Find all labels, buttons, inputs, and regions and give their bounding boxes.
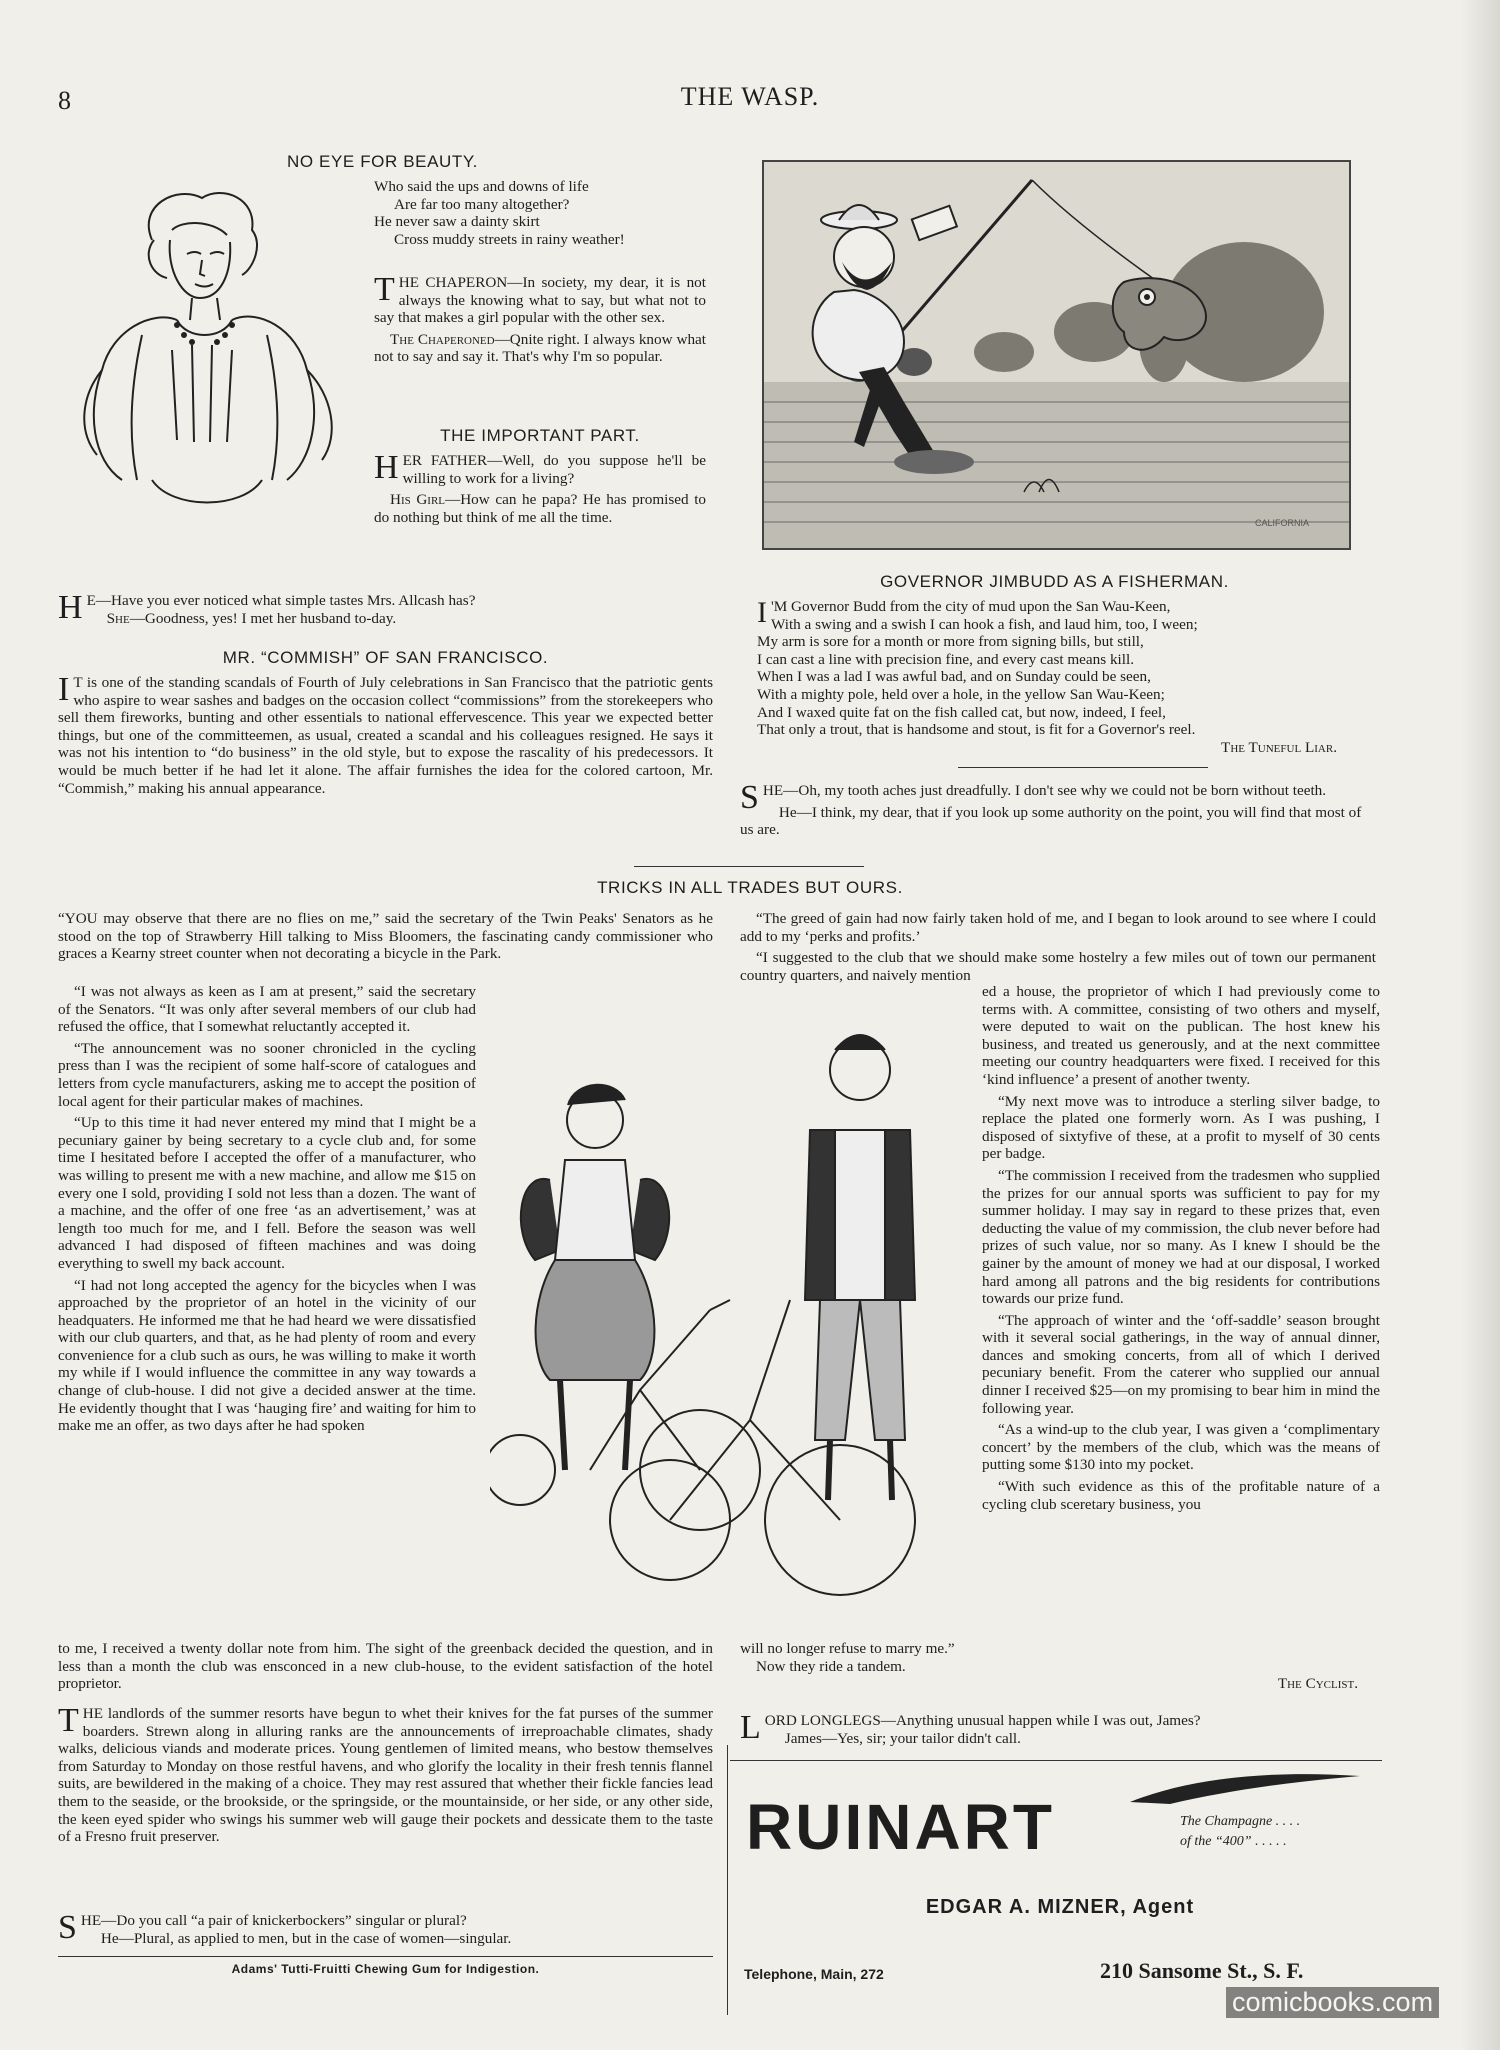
- governor-signature: The Tuneful Liar.: [1221, 738, 1337, 756]
- chaperon-text: —In society, my dear, it is not always the knowing what to say, but what not to say that makes a girl popular with the other sex.: [374, 274, 706, 327]
- page-number: 8: [58, 86, 71, 115]
- cyclists-illustration: [490, 1000, 980, 1630]
- tricks-paragraph: “The approach of winter and the ‘off-saddle’ season brought with it several social gatherings, in the way of annual dinner, dances and smoking concerts, from all of which I derived pecuniary benefit. From the caterer who supplied our annual dinner I received $25—on my promising to bear him in mind the following year.: [982, 1311, 1380, 1417]
- chaperoned-text: —Qnite right. I always know what not to say and say it. That's why I'm so popular.: [374, 330, 706, 366]
- tricks-left-intro: [58, 910, 713, 967]
- drop-cap: I: [58, 671, 70, 708]
- commish-title: MR. “COMMISH” OF SAN FRANCISCO.: [222, 648, 549, 667]
- divider: [634, 866, 864, 867]
- tricks-right-tail: [740, 1640, 1376, 1697]
- poem-line: My arm is sore for a month or more from signing bills, but still,: [757, 633, 1144, 651]
- tooth-she-text: HE—Oh, my tooth aches just dreadfully. I don't see why we could not be born without teeth.: [762, 782, 1327, 799]
- tricks-paragraph: “I had not long accepted the agency for the bicycles when I was approached by the proprietor of an hotel in the vicinity of our headquaters. He informed me that he had heard we were dissatisfied with our club quarters, and that, as he had plenty of room and every convenience for a club such as ours, he was willing to make it worth my while if I would influence the committee in any way towards a change of club-house. I did not give a decided answer at the time. He evidently thought that I was ‘hauging fire’ and waiting for him to make me an offer, as two days after he had spoken: [58, 1276, 476, 1435]
- landlords-article: [58, 1702, 713, 1850]
- allcash-joke: [58, 589, 713, 631]
- girl-label: His Girl: [390, 491, 446, 509]
- poem-line: Are far too many altogether?: [394, 195, 570, 213]
- tricks-paragraph: “As a wind-up to the club year, I was given a ‘complimentary concert’ by the members of the club, which was the means of putting some $130 into my pocket.: [982, 1421, 1380, 1474]
- chaperoned-label: The Chaperoned: [390, 330, 495, 348]
- ruinart-tagline-1: The Champagne . . . .: [1180, 1814, 1301, 1829]
- governor-fisherman-cartoon: [762, 160, 1351, 550]
- gum-advertisement: Adams' Tutti-Fruitti Chewing Gum for Indigestion.: [231, 1962, 540, 1976]
- tricks-paragraph: Now they ride a tandem.: [756, 1657, 906, 1675]
- poem-line: 'M Governor Budd from the city of mud upon the San Wau-Keen,: [771, 598, 1171, 615]
- poem-line: Who said the ups and downs of life: [374, 178, 589, 195]
- ruinart-address: 210 Sansome St., S. F.: [1100, 1958, 1304, 1983]
- tricks-paragraph: “My next move was to introduce a sterling silver badge, to replace the plated one formerly worn. As I was pushing, I disposed of sixtyfive of these, at a profit to myself of 30 cents per badge.: [982, 1092, 1380, 1163]
- tricks-paragraph: “I suggested to the club that we should make some hostelry a few miles out of town our permanent country quarters, and naively mention: [740, 949, 1376, 984]
- drop-cap: T: [374, 271, 395, 308]
- ruinart-tagline-2: of the “400” . . . . .: [1180, 1834, 1287, 1849]
- ruinart-phone: Telephone, Main, 272: [744, 1966, 884, 1982]
- tooth-he-text: He—I think, my dear, that if you look up some authority on the point, you will find that most of us are.: [740, 803, 1362, 839]
- poem-line: Cross muddy streets in rainy weather!: [394, 230, 625, 248]
- tricks-left-tail: [58, 1640, 713, 1697]
- allcash-she-label: She: [106, 609, 130, 627]
- allcash-he-text: E—Have you ever noticed what simple tastes Mrs. Allcash has?: [86, 592, 476, 609]
- drop-cap: H: [58, 589, 83, 626]
- ruinart-brand: RUINART: [746, 1791, 1055, 1863]
- divider: [958, 767, 1208, 768]
- ruinart-advertisement: [740, 1768, 1380, 2018]
- tricks-paragraph: “The greed of gain had now fairly taken hold of me, and I began to look around to see where I could add to my ‘perks and profits.’: [740, 910, 1376, 945]
- chaperon-label: HE CHAPERON: [398, 274, 508, 291]
- woman-sketch-illustration: [82, 180, 372, 555]
- commish-text: T is one of the standing scandals of Fourth of July celebrations in San Francisco that the patriotic gents who aspire to wear sashes and badges on the occasion collect “commissions” from the storekeepers who sell them fireworks, bunting and other essentials to national effervescence. This year we expected better things, but one of the committeemen, as usual, created a scandal and his colleagues resigned. He says it was not his intention to “do business” in the old style, but to expose the rascality of his predecessors. It would be much better if he had let it alone. The affair furnishes the idea for the colored cartoon, Mr. “Commish,” making his annual appearance.: [58, 674, 713, 797]
- tricks-signature: The Cyclist.: [1277, 1675, 1358, 1693]
- cartoon-drawing: [764, 162, 1349, 548]
- girl-text: —How can he papa? He has promised to do nothing but think of me all the time.: [374, 491, 707, 526]
- knickers-he-text: He—Plural, as applied to men, but in the case of women—singular.: [100, 1929, 512, 1947]
- poem-line: I can cast a line with precision fine, and every cast means kill.: [757, 650, 1135, 668]
- drop-cap: L: [740, 1709, 761, 1746]
- cartoon-artist-caption: CALIFORNIA: [1254, 518, 1309, 528]
- knickers-she-text: HE—Do you call “a pair of knickerbockers” singular or plural?: [80, 1912, 467, 1929]
- poem-line: With a swing and a swish I can hook a fish, and laud him, too, I ween;: [771, 615, 1198, 633]
- chaperon-joke: [374, 271, 706, 370]
- father-label: ER FATHER: [402, 452, 488, 469]
- drop-cap: S: [740, 779, 759, 816]
- no-eye-title: NO EYE FOR BEAUTY.: [287, 152, 478, 171]
- divider: [730, 1760, 1382, 1761]
- tricks-right-intro: [740, 910, 1376, 984]
- tricks-paragraph: “The commission I received from the tradesmen who supplied the prizes for our annual sports was sufficient to pay for my summer holiday. I may say in regard to these prizes that, even deducting the value of my commission, the club never before had prizes of such value, nor so many. As I knew I should be the gainer by the amount of money we had at our disposal, I worked hard among all patrons and the big residents for contributions towards our prize fund.: [982, 1166, 1380, 1308]
- tooth-joke: [740, 779, 1376, 843]
- important-part-joke: [374, 449, 707, 530]
- divider: [58, 1956, 713, 1957]
- tricks-title: TRICKS IN ALL TRADES BUT OURS.: [597, 878, 903, 897]
- drop-cap: T: [58, 1702, 79, 1739]
- governor-poem: [757, 598, 1357, 756]
- ruinart-agent: EDGAR A. MIZNER, Agent: [925, 1896, 1195, 1918]
- masthead-title: THE WASP.: [680, 82, 820, 111]
- drop-cap: I: [757, 596, 767, 629]
- page-edge-shadow: [1460, 0, 1500, 2050]
- longlegs-joke: [740, 1709, 1376, 1751]
- knickers-joke: [58, 1909, 713, 1951]
- tricks-paragraph: “I was not always as keen as I am at present,” said the secretary of the Senators. “It was only after several members of our club had refused the office, that I somewhat reluctantly accepted it.: [58, 983, 476, 1036]
- tricks-paragraph: “The announcement was no sooner chronicled in the cycling press than I was the recipient of some half-score of catalogues and letters from cycle manufacturers, asking me to accept the position of local agent for their particular makes of machines.: [58, 1039, 476, 1110]
- no-eye-poem: [374, 178, 714, 248]
- poem-line: When I was a lad I was awful bad, and on Sunday could be seen,: [757, 668, 1151, 686]
- tricks-left-narrow: [58, 983, 476, 1439]
- drop-cap: H: [374, 449, 399, 486]
- ruinart-flourish: [1130, 1768, 1360, 1808]
- tricks-paragraph: ed a house, the proprietor of which I had previously come to terms with. A committee, consisting of two others and myself, were deputed to wait on the publican. The host knew his business, and treated us generously, and at the next committee meeting our country headquarters were fixed. I received for this ‘kind influence’ a present of another twenty.: [982, 983, 1380, 1088]
- tricks-right-narrow: [982, 983, 1380, 1517]
- watermark: comicbooks.com: [1226, 1987, 1439, 2018]
- tricks-paragraph: to me, I received a twenty dollar note from him. The sight of the greenback decided the question, and in less than a month the club was ensconced in a new club-house, to the evident satisfaction of the hotel proprietor.: [58, 1640, 713, 1693]
- poem-line: And I waxed quite fat on the fish called cat, but now, indeed, I feel,: [757, 703, 1166, 721]
- poem-line: With a mighty pole, held over a hole, in the yellow San Wau-Keen;: [757, 685, 1165, 703]
- governor-title: GOVERNOR JIMBUDD AS A FISHERMAN.: [880, 572, 1229, 591]
- commish-article: [58, 671, 713, 801]
- column-divider: [727, 1745, 728, 2015]
- landlords-text: HE landlords of the summer resorts have begun to whet their knives for the fat purses of the summer boarders. Strewn along in alluring ranks are the announcements of irreproachable climates, shady walks, delicious viands and moderate prices. Young gentlemen of limited means, who bestow themselves from Saturday to Monday on those restful havens, and who glorify the locality in their fresh tennis flannel suits, are bewildered in the making of a choice. They may rest assured that whether their fickle fancies lead them to the seaside, or the brookside, or the springside, or the mountainside, or her side, or any other side, the keen eyed spider who swings his summer web will gauge their pockets and dessicate them to the taste of a Fresno fruit preserver.: [58, 1705, 713, 1846]
- poem-line: That only a trout, that is handsome and stout, is fit for a Governor's reel.: [757, 721, 1196, 739]
- tricks-paragraph: “Up to this time it had never entered my mind that I might be a pecuniary gainer by being secretary to a cycle club and, for some time I hesitated before I accepted the offer of a manufacturer, who was willing to present me with a new machine, and allow me $15 on every one I sold, providing I sold not less than a dozen. The want of a machine, and the offer of one free ‘as an advertisement,’ was at length too much for me, and I fell. Before the season was well advanced I had disposed of fifteen machines and was doing everything to swell my back account.: [58, 1114, 476, 1272]
- tricks-paragraph: will no longer refuse to marry me.”: [740, 1640, 955, 1657]
- tricks-intro-text: “YOU may observe that there are no flies on me,” said the secretary of the Twin Peaks' Senators as he stood on the top of Strawberry Hill talking to Miss Bloomers, the fascinating candy commissioner who graces a Kearny street counter when not decorating a bicycle in the Park.: [58, 910, 713, 963]
- allcash-she-text: —Goodness, yes! I met her husband to-day.: [129, 609, 397, 627]
- longlegs-james-text: James—Yes, sir; your tailor didn't call.: [784, 1729, 1021, 1747]
- poem-line: He never saw a dainty skirt: [374, 213, 540, 231]
- longlegs-lord-text: ORD LONGLEGS—Anything unusual happen while I was out, James?: [764, 1712, 1201, 1729]
- drop-cap: S: [58, 1909, 77, 1946]
- important-part-title: THE IMPORTANT PART.: [440, 426, 640, 445]
- father-text: —Well, do you suppose he'll be willing to work for a living?: [402, 452, 706, 487]
- tricks-paragraph: “With such evidence as this of the profitable nature of a cycling club sceretary business, you: [982, 1478, 1380, 1513]
